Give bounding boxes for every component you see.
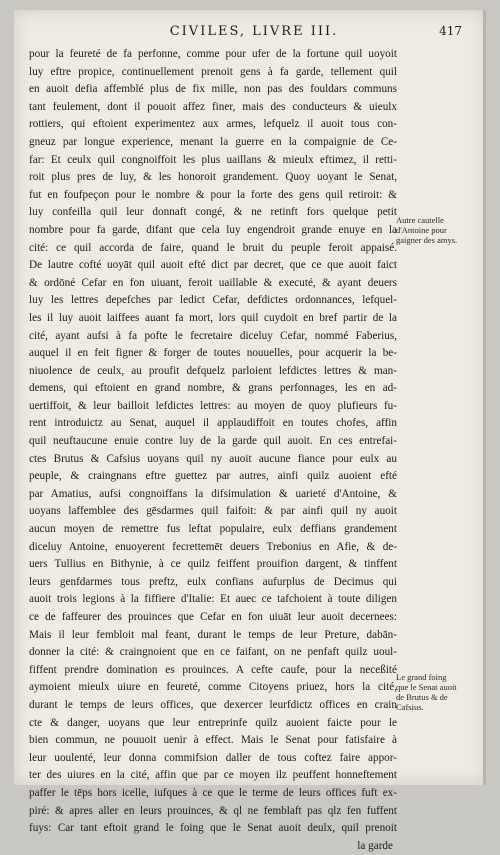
margin-note-1 [396, 215, 480, 245]
text-line: rottiers, qui eftoient experimentez aux armes, lefquelz il auoit tous con- [29, 118, 397, 131]
text-line: gneuz par longue experience, menant la guerre en la compaignie de Ce- [29, 135, 397, 148]
text-line: ter des uiures en la cité, affin que par ce moyen ilz peuffent honneftement [29, 769, 397, 782]
text-line: leurs genfdarmes tous preftz, eulx confians aufurplus de Decimus qui [29, 575, 397, 588]
text-line: fiffent prendre domination es prouinces. A cefte caufe, pour la neceßité [29, 663, 397, 676]
margin-note-line: gaigner des amys. [396, 235, 458, 245]
text-line: peuple, & craingnans eftre guettez par autres, ainfi quilz auoient efté [29, 470, 397, 483]
text-line: uoyans laffemblee des gēsdarmes quil faifoit: & par ainfi quil ny auoit [29, 505, 397, 518]
text-line: les il luy auoit laiffees auant fa mort, lors quil cuydoit en bref partir de la [29, 311, 397, 324]
text-line: diceluy Antoine, enuoyerent fecrettemēt deuers Trebonius en Afie, & de- [29, 540, 397, 553]
text-line: luy les lettres depefches par ledict Cefar, defdictes ordonnances, lefquel- [29, 294, 397, 307]
text-line: rent introduictz au Senat, auquel il applaudiffoit en toutes chofes, affin [29, 417, 397, 430]
margin-note-line: de Brutus & de [396, 692, 448, 702]
text-line: Mais il leur fembloit mal feant, durant le temps de leur Preture, dabān- [29, 628, 397, 641]
text-line: auquel il en feit figner & forger de toutes nouuelles, pour acquerir la be- [29, 347, 397, 360]
text-line: far: Et ceulx quil congnoiffoit les plus uaillans & mieulx eftimez, il retti- [29, 153, 397, 166]
text-line: nombre pour fa garde, difant que cela luy engendroit grande enuye en la [29, 223, 397, 236]
text-line: cité, ayant aufsi à fa pofte le fecretaire diceluy Cefar, nommé Faberius, [29, 329, 397, 342]
page-number: 417 [439, 24, 462, 38]
text-line: fuys: Car tant eftoit grand le foing que le Senat auoit deulx, quil prenoit [29, 822, 397, 835]
text-line: en auoit defia affemblé plus de fix mille, non pas des fouldars communs [29, 83, 397, 96]
text-line: auoit trois legions à la fiffiere d'Italie: Et auec ce tafchoient à toute diligen [29, 593, 397, 606]
text-line: leur uoulenté, leur donna commifsion daller de tous coftez faire appor- [29, 751, 397, 764]
running-title: CIVILES, LIVRE III. [169, 24, 339, 39]
margin-note-line: d'Antoine pour [396, 225, 447, 235]
text-line: la garde [357, 839, 393, 852]
text-line: aymoient mieulx uiure en feureté, comme Citoyens priuez, hors la cité, [29, 681, 397, 694]
text-line: piré: & apres aller en leurs prouinces, & ql ne femblaft pas qlz fen fuffent [29, 804, 397, 817]
text-line: uertiffoit, & leur bailloit lefdictes lettres: au moyen de quoy plufieurs fu- [29, 399, 397, 412]
text-line: paffer le tēps hors icelle, iufques à ce que le terme de leurs offices fuft ex- [29, 786, 397, 799]
text-line: uers Tullius en Bithynie, à ce quilz feiffent prouifion dargent, & tinffent [29, 558, 397, 571]
book-page [14, 10, 486, 852]
margin-note-line: Autre cautelle [396, 215, 444, 225]
text-line: luy confeilla quil leur donnaft congé, & ne retinft fors quelque petit [29, 206, 397, 219]
text-line: tant feulement, dont il pouoit affez finer, mais des conducteurs & uieulx [29, 100, 397, 113]
text-line: ctes Brutus & Cafsius uoyans quil ny auoit aucune fiance pour eulx au [29, 452, 397, 465]
margin-note-line: Cafsius. [396, 702, 424, 712]
text-line: & ordōné Cefar en fon uiuant, feroit uaillable & executé, & ayant deuers [29, 276, 397, 289]
text-line: aucun moyen de remettre fus leftat populaire, eulx deffians grandement [29, 523, 397, 536]
text-line: cte & danger, uoyans que leur entreprinfe quilz auoient faicte pour le [29, 716, 397, 729]
text-line: quil neuftaucune enuie contre luy de la garde quil auoit. En ces entrefai- [29, 435, 397, 448]
text-line: De lautre cofté uoyāt quil auoit efté dict par decret, que ce que auoit faict [29, 259, 397, 272]
text-line: roit plus pres de luy, & les honoroit grandement. Quoy uoyant le Senat, [29, 171, 397, 184]
text-line: ce de faffeurer des prouinces que Cefar en fon uiuāt leur auoit decernees: [29, 611, 397, 623]
page-edge [483, 10, 486, 785]
text-line: demens, qui eftoient en grand nombre, & grans perfonnages, les en ad- [29, 382, 397, 395]
text-line: par Amatius, aufsi congnoiffans la difsimulation & uarieté d'Antoine, & [29, 487, 397, 500]
text-line: donner la cité: & craingnoient que en ce faifant, on ne penfaft quilz uoul- [29, 646, 397, 659]
text-line: luy eftre propice, continuellement prenoit gens à fa garde, tellement quil [29, 65, 397, 78]
margin-note-line: que le Senat auoit [396, 682, 457, 692]
text-line: durant le temps de leurs offices, que dexercer leurfdictz offices en crain [29, 698, 397, 711]
text-line: fut en foufpeçon pour le nombre & pour la forte des gens quil retiroit: & [29, 188, 397, 201]
margin-note-2 [396, 672, 480, 712]
text-line: pour la feureté de fa perfonne, comme pour ufer de la fortune quil uoyoit [29, 48, 397, 60]
text-line: cité: ce quil accorda de faire, quand le bruit du peuple feroit appaisé. [29, 241, 397, 254]
text-line: bien commun, ne pouuoit uenir à effect. Mais le Senat pour fatisfaire à [29, 734, 397, 747]
text-line: niuolence de ceulx, au proufit defquelz parloient lefdictes lettres & man- [29, 364, 397, 377]
margin-note-line: Le grand foing [396, 672, 447, 682]
body-text [29, 46, 397, 855]
